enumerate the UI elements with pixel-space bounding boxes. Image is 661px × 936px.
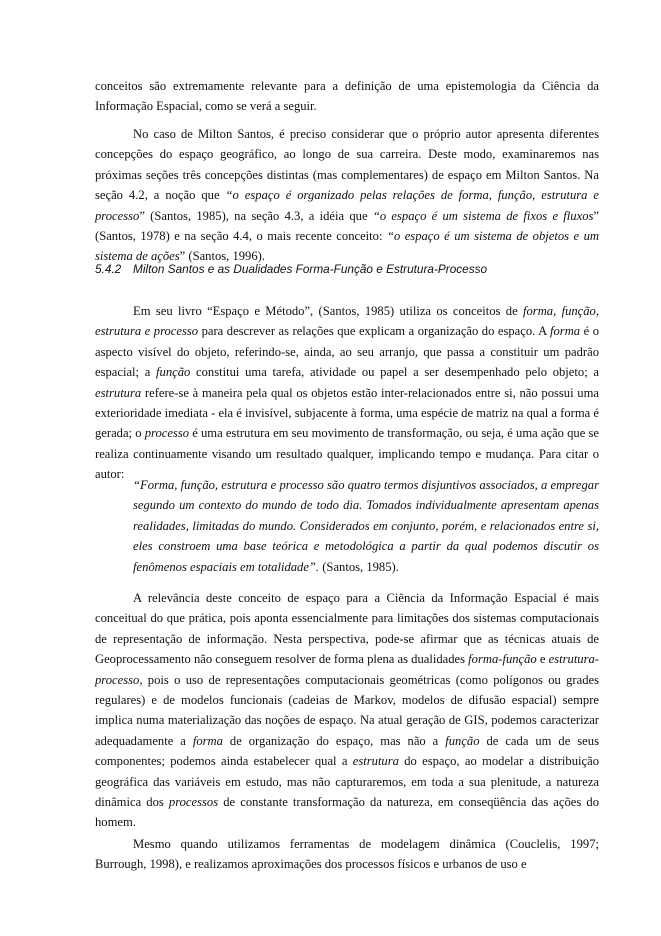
italic-run: função [156, 365, 191, 380]
text-run: para descrever as relações que explicam a organização do espaço. A [198, 324, 551, 339]
quote-citation: (Santos, 1985). [319, 559, 399, 574]
block-quote [133, 475, 599, 577]
paragraph-text [95, 588, 599, 833]
italic-run: estrutura [95, 385, 142, 400]
italic-run: função [445, 733, 480, 748]
text-run: é o aspecto visível do objeto, referindo-se, ainda, ao seu arranjo, que passa a constituir um padrão espacial; a [95, 324, 599, 380]
italic-run: “o espaço é um sistema de objetos e um sistema de ações [95, 229, 599, 264]
quote-text [133, 475, 599, 577]
text-run: ” (Santos, 1996). [179, 249, 265, 264]
italic-run: estrutura [352, 754, 399, 769]
text-run: do espaço, ao modelar a distribuição geográfica das variáveis em estudo, mas não capturaremos, em toda a sua plenitude, a natureza dinâmica dos [95, 754, 599, 810]
text-run: refere-se à maneira pela qual os objetos estão inter-relacionados entre si, não possui uma exterioridade imediata - ela é invisível, subjacente à forma, uma espécie de matriz na qual a forma é gerada; o [95, 385, 599, 441]
text-run: No caso de Milton Santos, é preciso considerar que o próprio autor apresenta diferentes concepções do espaço geográfico, ao longo de sua carreira. Deste modo, examinaremos nas próximas seções três concepções distintas (mas complementares) de espaço em Milton Santos. Na seção 4.2, a noção que [95, 127, 599, 203]
italic-run: forma, função, estrutura e processo [95, 304, 599, 339]
italic-run: processos [168, 795, 219, 810]
paragraph-milton-santos-conceptions [95, 124, 599, 267]
text-run: de constante transformação da natureza, em conseqüência das ações do homem. [95, 795, 599, 830]
section-number: 5.4.2 [95, 262, 122, 276]
italic-run: “o espaço é um sistema de fixos e fluxos [372, 208, 594, 223]
paragraph-espaco-e-metodo [95, 301, 599, 485]
text-run: é uma estrutura em seu movimento de transformação, ou seja, é uma ação que se realiza continuamente visando um resultado qualquer, implicando tempo e mudança. Para citar o autor: [95, 426, 599, 482]
text-run: ” (Santos, 1985), na seção 4.3, a idéia que [139, 208, 373, 223]
text-run: , pois o uso de representações computacionais geométricas (como polígonos ou grades regulares) e de modelos funcionais (cadeias de Markov, modelos de difusão espacial) sempre implica numa materialização das noções de espaço. Na atual geração de GIS, podemos caracterizar adequadamente a [95, 672, 599, 748]
text-run: de organização do espaço, mas não a [222, 733, 446, 748]
paragraph-relevancia [95, 588, 599, 833]
italic-run: forma [192, 733, 223, 748]
text-run: constitui uma tarefa, atividade ou papel a ser desempenhado pelo objeto; a [190, 365, 599, 380]
paragraph-text [95, 301, 599, 485]
paragraph-continuation [95, 76, 599, 117]
text-run: conceitos são extremamente relevante para a definição de uma epistemologia da Ciência da Informação Espacial, como se verá a seguir. [95, 79, 599, 114]
text-run: de cada um de seus componentes; podemos ainda estabelecer qual a [95, 733, 599, 769]
text-run: A relevância deste conceito de espaço para a Ciência da Informação Espacial é mais conceitual do que prática, pois aponta essencialmente para limitações dos sistemas computacionais de representação de informação. Nesta perspectiva, pode-se afirmar que as técnicas atuais de Geoprocessamento não conseguem resolver de forma plena as dualidades [95, 591, 599, 667]
text-run: Mesmo quando utilizamos ferramentas de modelagem dinâmica (Couclelis, 1997; Burrough, 1998), e realizamos aproximações dos processos físicos e urbanos de uso e [95, 837, 599, 872]
section-title: Milton Santos e as Dualidades Forma-Função e Estrutura-Processo [133, 262, 488, 276]
italic-run: “o espaço é organizado pelas relações de forma, função, estrutura e processo [95, 188, 599, 223]
italic-run: forma [550, 324, 581, 339]
text-run: e [536, 652, 549, 667]
italic-run: “Forma, função, estrutura e processo são quatro termos disjuntivos associados, a empregar segundo um contexto do mundo de todo dia. Tomados individualmente apresentam apenas realidades, limitadas do mundo. Considerados em conjunto, porém, e relacionados entre si, eles constroem uma base teórica e metodológica a partir da qual podemos discutir os fenômenos espaciais em totalidade”. [133, 478, 599, 574]
italic-run: estrutura-processo [95, 652, 599, 687]
section-heading [95, 262, 487, 276]
italic-run: processo [144, 426, 190, 441]
paragraph-modelagem-dinamica [95, 834, 599, 875]
italic-run: forma-função [468, 652, 537, 667]
text-run: ” (Santos, 1978) e na seção 4.4, o mais recente conceito: [95, 208, 599, 244]
text-run: Em seu livro “Espaço e Método”, (Santos, 1985) utiliza os conceitos de [133, 304, 523, 318]
paragraph-text [95, 124, 599, 267]
paragraph-text [95, 76, 599, 117]
paragraph-text [95, 834, 599, 875]
